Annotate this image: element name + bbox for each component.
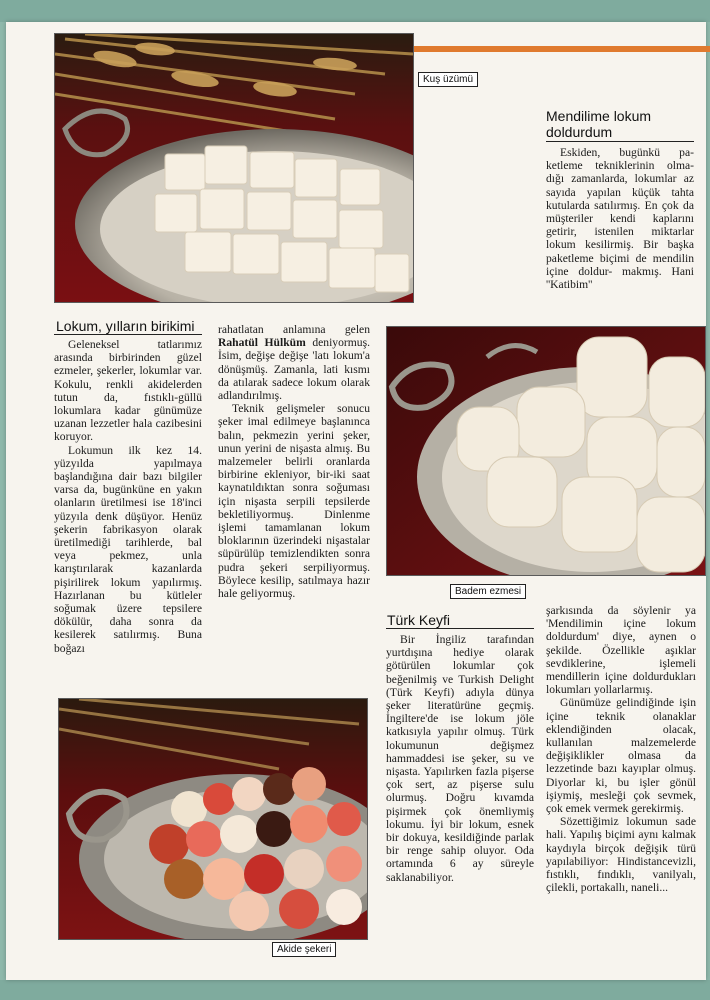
heading-rule-turk-keyfi bbox=[386, 628, 534, 629]
photo-akide-sekeri bbox=[58, 698, 368, 940]
photo-lokum-tray bbox=[54, 33, 414, 303]
text-middle: rahatlatan anlamına gelen Rahatül Hülküm deniyormuş. İsim, değişe değişe 'latı lokum'a dönüşmüş. Zamanla, lati kısmı da atılarak sadece lokum olarak adlandırılmış. Teknik gelişmeler sonucu şeker imal edilmeye başlanınca balın, pekmezin yerini şeker, unun yerini de nişasta almış. Bu malzemeler belirli oranlarda birbirine ekleniyor, bir-iki saat kaynatıldıktan sonra soğuması için nişasta serpili tepsilerde bekletiliyormuş. Dinlenme işlemi tamamlanan lokum bloklarının üzerindeki nişastalar süpürülüp temizlendikten sonra pudra şekeri serpiliyormuş. Böylece kesilip, satılmaya hazır hale geliyormuş. bbox=[218, 323, 370, 601]
top-band bbox=[0, 0, 710, 22]
text-lokum: Geleneksel tatlarımız arasında birbirinden güzel ezmeler, şekerler, lokumlar var. Kokulu, renkli akidelerden tutun da, fıstıklı-güllü lokumlara kadar günümüze uzanan lezzetler hala cazibesini koruyor. Lokumun ilk kez 14. yüzyılda yapılmaya başlandığına dair bazı bilgiler varsa da, bugünküne en yakın olanların üretilmesi ise 18'inci yüzyıla denk düşüyor. Henüz şekerin fabrikasyon olarak üretilmediği tarihlerde, bal veya pekmez, unla karıştırılarak kazanlarda pişirilirek lokum yapılırmış. Hazırlanan bu kütleler soğumak üzere tepsilere dökülür, daha sonra da kesilerek satılırmış. Buna boğazı bbox=[54, 338, 202, 655]
photo-badem-ezmesi bbox=[386, 326, 706, 576]
caption-badem-ezmesi: Badem ezmesi bbox=[450, 584, 526, 599]
text-right-bottom: şarkısında da söylenir ya 'Mendilimin içine lokum doldurdum' diye, aynen o şekilde. Özellikle aşıklar sevdiklerine, işlemeli mendillerin içine doldurdukları lokumları yollarlarmış. Günümüze gelindiğinde işin içine teknik olanaklar eklendiğinden olacak, kullanılan malzemelerde değişiklikler olmasa da lezzetinde bazı kayıplar olmuş. Diyorlar ki, bu işler gönül işiymiş, mesleği çok sevmek, çok emek vermek gerekirmiş. Sözettiğimiz lokumun sade hali. Yapılış biçimi aynı kalmak kaydıyla birçok değişik türü yapılabiliyor: Hindistancevizli, fıstıklı, fındıklı, vanilyalı, çilekli, portakallı, naneli... bbox=[546, 604, 696, 895]
middle-paragraph-1: rahatlatan anlamına gelen Rahatül Hülküm deniyormuş. İsim, değişe değişe 'latı lokum'a dönüşmüş. Zamanla, lati kısmı da atılarak sadece lokum olarak adlandırılmış. bbox=[218, 323, 370, 403]
bottom-band bbox=[0, 980, 710, 1000]
caption-akide-sekeri: Akide şekeri bbox=[272, 942, 336, 957]
text-turk-keyfi: Bir İngiliz tarafından yurtdışına hediye olarak götürülen lokumlar çok beğenilmiş ve Turkish Delight (Türk Keyfi) adıyla dünya şeker literatürüne geçmiş. İngiltere'de ise lokum jöle katkısıyla yapılır olmuş. Türk lokumunun değişmez hammaddesi ise şeker, su ve nişasta. Yapılırken fazla pişerse çok sert, az pişerse sulu olurmuş. Doğru kıvamda pişirmek çok önemliymiş lokumu. İyi bir lokum, esnek bir dokuya, kesildiğinde parlak bir renge sahip oluyor. Oda ortamında 6 ay süreyle saklanabiliyor. bbox=[386, 633, 534, 884]
heading-mendilime-lokum: Mendilime lokum doldurdum bbox=[546, 108, 652, 140]
orange-stripe bbox=[414, 46, 710, 52]
heading-rule-lokum bbox=[54, 334, 202, 335]
heading-turk-keyfi: Türk Keyfi bbox=[387, 612, 451, 628]
heading-rule-mendil bbox=[546, 141, 694, 142]
caption-kus-uzumu: Kuş üzümü bbox=[418, 72, 478, 87]
text-mendil: Eskiden, bugünkü pa- ketleme tekniklerinin olma- dığı zamanlarda, lokumlar az sayıda yapılan küçük tahta kutularda satılırmış. En çok da müşteriler kendi kaplarını getirir, istenilen miktarlar lokum kesilirmiş. Bir başka paketleme biçimi de mendilin içine doldur- makmış. Hani ''Katibim'' bbox=[546, 146, 694, 292]
heading-lokum-birikimi: Lokum, yılların birikimi bbox=[56, 318, 195, 334]
